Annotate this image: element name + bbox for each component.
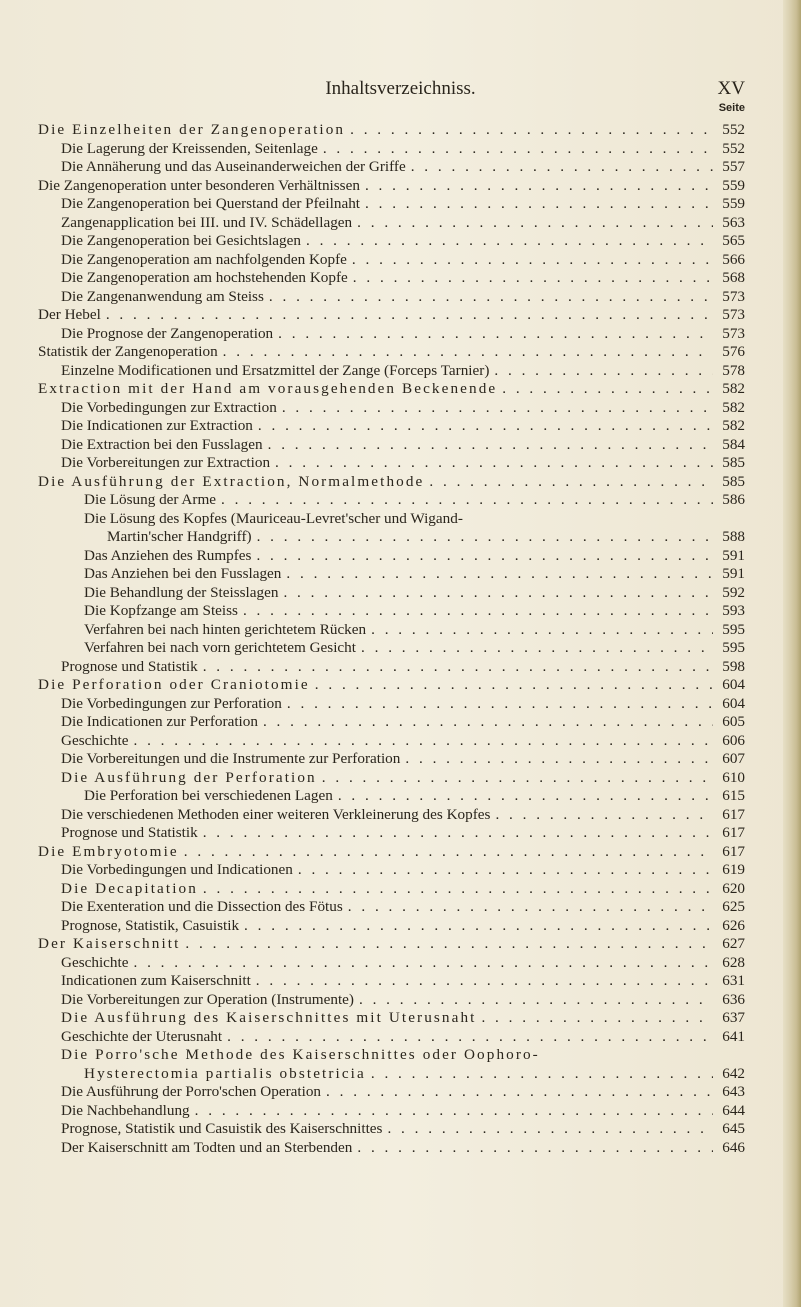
toc-entry-title: Die verschiedenen Methoden einer weiteren Verkleinerung des Kopfes [61, 805, 491, 823]
toc-entry-title: Der Kaiserschnitt am Todten und an Sterbenden [61, 1138, 353, 1156]
toc-entry-title: Die Prognose der Zangenoperation [61, 324, 274, 342]
toc-entry-title: Die Indicationen zur Extraction [61, 417, 253, 434]
dot-leader [353, 269, 713, 288]
toc-entry [38, 584, 745, 603]
dot-leader [257, 528, 713, 547]
toc-entry-page: 585 [722, 472, 745, 490]
toc-entry-title: Die Embryotomie [38, 842, 179, 860]
toc-entry-title: Die Vorbedingungen zur Perforation [61, 694, 282, 712]
toc-entry-title: Die Vorbedingungen und Indicationen [61, 861, 293, 878]
toc-entry-page: 586 [722, 491, 745, 508]
dot-leader [371, 1065, 713, 1084]
toc-entry [38, 454, 745, 473]
toc-entry-title: Die Nachbehandlung [61, 1101, 190, 1119]
toc-entry-page: 628 [722, 953, 745, 971]
dot-leader [203, 658, 713, 677]
dot-leader [287, 695, 713, 714]
dot-leader [357, 1139, 713, 1158]
dot-leader [263, 713, 713, 732]
toc-entry [38, 880, 745, 899]
toc-entry-title: Statistik der Zangenoperation [38, 343, 218, 360]
toc-entry-title: Die Behandlung der Steisslagen [84, 583, 279, 601]
toc-entry-page: 582 [722, 380, 745, 397]
toc-entry [38, 713, 745, 732]
dot-leader [106, 306, 713, 325]
toc-entry [38, 565, 745, 584]
toc-entry-title: Die Perforation bei verschiedenen Lagen [84, 787, 333, 804]
toc-entry [38, 658, 745, 677]
toc-entry [38, 1028, 745, 1047]
toc-entry [38, 158, 745, 177]
toc-entry [38, 177, 745, 196]
dot-leader [298, 861, 713, 880]
toc-entry [38, 251, 745, 270]
toc-entry-page: 617 [722, 842, 745, 860]
dot-leader [268, 436, 713, 455]
toc-entry-title: Die Zangenoperation unter besonderen Verhältnissen [38, 176, 360, 194]
dot-leader [256, 972, 713, 991]
dot-leader [283, 584, 713, 603]
dot-leader [258, 417, 713, 436]
toc-entry-title: Die Kopfzange am Steiss [84, 602, 238, 619]
toc-entry-page: 573 [722, 324, 745, 342]
toc-entry [38, 306, 745, 325]
toc-entry [38, 806, 745, 825]
toc-entry-title: Die Extraction bei den Fusslagen [61, 435, 263, 453]
toc-entry-title: Die Indicationen zur Perforation [61, 713, 258, 730]
toc-entry-page: 643 [722, 1083, 745, 1100]
dot-leader [243, 602, 713, 621]
toc-entry-title: Die Vorbereitungen zur Extraction [61, 454, 271, 471]
toc-entry-page: 627 [722, 935, 745, 952]
toc-entry-title: Die Annäherung und das Auseinanderweichen der Griffe [61, 158, 406, 175]
toc-entry [38, 1120, 745, 1139]
toc-entry-page: 631 [722, 972, 745, 989]
toc-entry-title: Geschichte [61, 953, 129, 971]
toc-entry-page: 645 [722, 1120, 745, 1137]
toc-entry [38, 676, 745, 695]
toc-entry [38, 362, 745, 381]
dot-leader [350, 121, 713, 140]
toc-entry-title: Indicationen zum Kaiserschnitt [61, 972, 251, 989]
toc-entry-title: Die Decapitation [61, 879, 198, 897]
toc-entry [38, 325, 745, 344]
toc-entry-page: 646 [722, 1138, 745, 1156]
toc-entry-title: Geschichte [61, 731, 129, 749]
page-edge [783, 0, 801, 1307]
dot-leader [306, 232, 713, 251]
toc-entry-title: Zangenapplication bei III. und IV. Schädellagen [61, 213, 353, 231]
toc-entry-title: Die Zangenanwendung am Steiss [61, 287, 264, 305]
toc-entry-title: Die Zangenoperation bei Gesichtslagen [61, 232, 301, 249]
dot-leader [481, 1009, 713, 1028]
running-header [0, 78, 801, 100]
toc-entry-page: 557 [722, 158, 745, 175]
toc-entry-title: Die Vorbereitungen und die Instrumente zur Perforation [61, 750, 401, 767]
dot-leader [365, 177, 713, 196]
toc-entry-title: Prognose, Statistik, Casuistik [61, 916, 240, 934]
toc-entry-page: 598 [722, 657, 745, 675]
toc-entry-title: Die Perforation oder Craniotomie [38, 676, 310, 693]
header-page-number: XV [717, 78, 745, 99]
toc-entry-page: 620 [722, 879, 745, 897]
toc-entry [38, 547, 745, 566]
toc-entry-title: Die Vorbereitungen zur Operation (Instrumente) [61, 990, 354, 1008]
dot-leader [184, 843, 713, 862]
toc-entry-page: 610 [722, 768, 745, 786]
dot-leader [203, 824, 713, 843]
toc-entry [38, 510, 745, 529]
toc-entry [38, 121, 745, 140]
toc-entry-page: 619 [722, 861, 745, 878]
toc-entry [38, 824, 745, 843]
toc-entry-title: Die Exenteration und die Dissection des Fötus [61, 898, 343, 915]
dot-leader [361, 639, 713, 658]
toc-entry-title: Die Lagerung der Kreissenden, Seitenlage [61, 139, 318, 157]
toc-entry-page: 563 [722, 213, 745, 231]
dot-leader [326, 1083, 713, 1102]
toc-entry-page: 591 [722, 565, 745, 582]
toc-entry [38, 787, 745, 806]
toc-entry-page: 552 [722, 139, 745, 157]
toc-entry-title: Die Zangenoperation am nachfolgenden Kopfe [61, 250, 347, 268]
dot-leader [195, 1102, 713, 1121]
toc-entry-title: Geschichte der Uterusnaht [61, 1027, 223, 1045]
toc-entry [38, 917, 745, 936]
dot-leader [315, 676, 713, 695]
toc-entry-page: 582 [722, 398, 745, 416]
toc-entry-page: 592 [722, 583, 745, 601]
dot-leader [256, 547, 713, 566]
toc-entry-page: 593 [722, 602, 745, 619]
toc-entry-title: Die Ausführung der Extraction, Normalmethode [38, 472, 425, 490]
toc-entry [38, 417, 745, 436]
toc-entry [38, 436, 745, 455]
toc-entry [38, 935, 745, 954]
toc-entry-page: 566 [722, 250, 745, 268]
toc-entry [38, 695, 745, 714]
toc-entry-title: Die Porro'sche Methode des Kaiserschnittes oder Oophoro- [61, 1046, 540, 1063]
toc-entry [38, 861, 745, 880]
toc-entry [38, 621, 745, 640]
toc-entry-page: 606 [722, 731, 745, 749]
toc-entry [38, 1046, 745, 1065]
toc-entry-page: 641 [722, 1027, 745, 1045]
toc-entry-page: 595 [722, 639, 745, 656]
dot-leader [359, 991, 713, 1010]
toc-entry-page: 585 [722, 454, 745, 471]
toc-entry-page: 568 [722, 269, 745, 286]
dot-leader [282, 399, 713, 418]
dot-leader [348, 898, 713, 917]
toc-entry [38, 232, 745, 251]
toc-entry-title: Der Hebel [38, 306, 101, 323]
toc-entry [38, 1009, 745, 1028]
toc-entry [38, 1065, 745, 1084]
toc-entry-title: Prognose, Statistik und Casuistik des Kaiserschnittes [61, 1120, 383, 1137]
dot-leader [411, 158, 713, 177]
toc-entry-title: Prognose und Statistik [61, 824, 198, 841]
toc-entry-page: 642 [722, 1064, 745, 1082]
toc-entry [38, 140, 745, 159]
toc-entry-title: Das Anziehen bei den Fusslagen [84, 565, 282, 582]
toc-entry-page: 617 [722, 824, 745, 841]
toc-entry [38, 898, 745, 917]
toc-entry-title: Die Einzelheiten der Zangenoperation [38, 121, 346, 138]
toc-entry [38, 732, 745, 751]
toc-entry-page: 576 [722, 343, 745, 360]
toc-entry-title: Die Ausführung der Perforation [61, 768, 317, 786]
dot-leader [387, 1120, 713, 1139]
dot-leader [371, 621, 713, 640]
toc-entry-title: Extraction mit der Hand am vorausgehenden Beckenende [38, 380, 498, 397]
toc-entry [38, 750, 745, 769]
dot-leader [203, 880, 713, 899]
toc-entry-page: 573 [722, 306, 745, 323]
dot-leader [405, 750, 713, 769]
toc-entry-page: 605 [722, 713, 745, 730]
toc-entry-page: 582 [722, 417, 745, 434]
dot-leader [227, 1028, 713, 1047]
toc-entry-page: 604 [722, 694, 745, 712]
toc-entry-title: Einzelne Modificationen und Ersatzmittel der Zange (Forceps Tarnier) [61, 361, 490, 379]
toc-entry [38, 972, 745, 991]
toc-entry-title: Verfahren bei nach hinten gerichtetem Rücken [84, 620, 367, 638]
toc-entry-page: 588 [722, 528, 745, 545]
toc-entry [38, 639, 745, 658]
toc-entry [38, 343, 745, 362]
toc-entry-page: 584 [722, 435, 745, 453]
toc-entry-title: Die Zangenoperation bei Querstand der Pfeilnaht [61, 195, 361, 212]
toc-entry-page: 604 [722, 676, 745, 693]
dot-leader [338, 787, 713, 806]
toc-entry [38, 954, 745, 973]
table-of-contents [38, 121, 745, 1157]
toc-entry-title: Die Ausführung des Kaiserschnittes mit Uterusnaht [61, 1009, 477, 1026]
toc-entry [38, 399, 745, 418]
toc-entry [38, 1139, 745, 1158]
dot-leader [185, 935, 713, 954]
toc-entry [38, 528, 745, 547]
toc-entry-title: Die Lösung des Kopfes (Mauriceau-Levret'scher und Wigand- [84, 509, 463, 527]
toc-entry-page: 595 [722, 620, 745, 638]
toc-entry-title: Der Kaiserschnitt [38, 935, 181, 952]
toc-entry [38, 380, 745, 399]
dot-leader [269, 288, 713, 307]
toc-entry-page: 607 [722, 750, 745, 767]
dot-leader [244, 917, 713, 936]
toc-entry-title: Das Anziehen des Rumpfes [84, 546, 252, 564]
toc-entry-title: Prognose und Statistik [61, 657, 198, 675]
toc-entry [38, 491, 745, 510]
toc-entry [38, 214, 745, 233]
toc-entry-page: 626 [722, 916, 745, 934]
dot-leader [223, 343, 713, 362]
dot-leader [365, 195, 713, 214]
toc-entry-page: 559 [722, 195, 745, 212]
toc-entry-page: 625 [722, 898, 745, 915]
toc-entry-page: 591 [722, 546, 745, 564]
toc-entry-page: 644 [722, 1101, 745, 1119]
toc-entry-title: Die Ausführung der Porro'schen Operation [61, 1083, 322, 1100]
toc-entry-title: Martin'scher Handgriff) [107, 528, 252, 545]
dot-leader [502, 380, 713, 399]
dot-leader [495, 806, 713, 825]
toc-entry-title: Verfahren bei nach vorn gerichtetem Gesicht [84, 639, 356, 656]
toc-entry-page: 552 [722, 121, 745, 138]
header-title: Inhaltsverzeichniss. [325, 78, 476, 99]
toc-entry [38, 991, 745, 1010]
dot-leader [133, 732, 713, 751]
toc-entry [38, 195, 745, 214]
dot-leader [322, 769, 713, 788]
toc-entry [38, 843, 745, 862]
dot-leader [275, 454, 713, 473]
dot-leader [278, 325, 713, 344]
page-column-label: Seite [718, 102, 745, 114]
toc-entry-title: Die Zangenoperation am hochstehenden Kopfe [61, 269, 348, 286]
toc-entry [38, 769, 745, 788]
toc-entry-page: 565 [722, 232, 745, 249]
dot-leader [133, 954, 713, 973]
dot-leader [352, 251, 713, 270]
toc-entry [38, 473, 745, 492]
toc-entry [38, 269, 745, 288]
toc-entry-page: 637 [722, 1009, 745, 1026]
dot-leader [221, 491, 713, 510]
toc-entry [38, 1102, 745, 1121]
toc-entry-page: 578 [722, 361, 745, 379]
toc-entry-title: Die Vorbedingungen zur Extraction [61, 398, 277, 416]
toc-entry-page: 617 [722, 805, 745, 823]
toc-entry-title: Die Lösung der Arme [84, 491, 217, 508]
toc-entry [38, 288, 745, 307]
dot-leader [286, 565, 713, 584]
toc-entry-title: Hysterectomia partialis obstetricia [84, 1064, 366, 1082]
toc-entry-page: 573 [722, 287, 745, 305]
toc-entry [38, 1083, 745, 1102]
toc-entry-page: 615 [722, 787, 745, 804]
toc-entry-page: 636 [722, 990, 745, 1008]
dot-leader [323, 140, 713, 159]
dot-leader [429, 473, 713, 492]
toc-entry-page: 559 [722, 176, 745, 194]
toc-entry [38, 602, 745, 621]
dot-leader [494, 362, 713, 381]
dot-leader [357, 214, 713, 233]
